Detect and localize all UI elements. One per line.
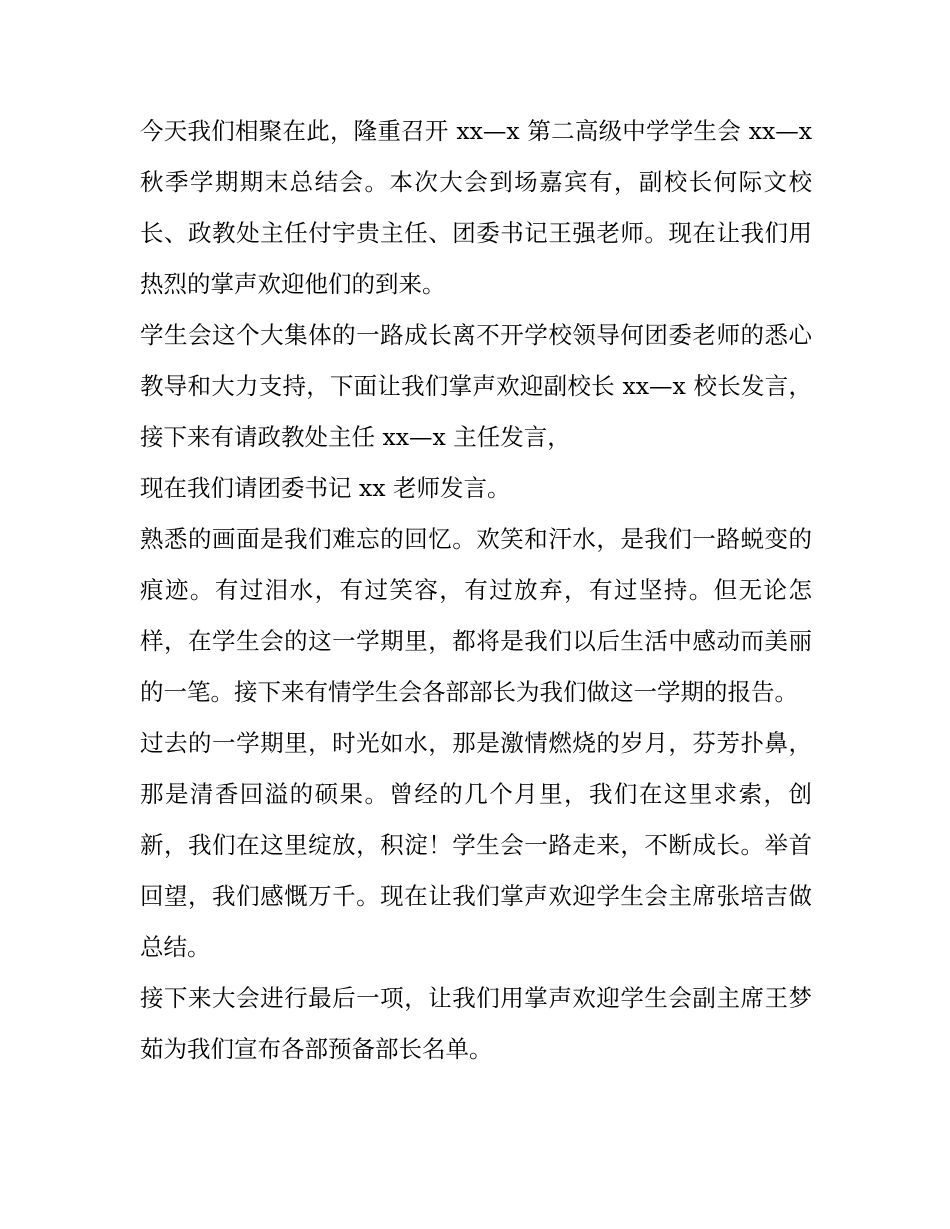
paragraph-memories: 熟悉的画面是我们难忘的回忆。欢笑和汗水，是我们一路蜕变的痕迹。有过泪水，有过笑容，有过放弃，有过坚持。但无论怎样，在学生会的这一学期里，都将是我们以后生活中感动而美丽的一笔。接下来有情学生会各部部长为我们做这一学期的报告。 (140, 525, 812, 706)
paragraph-leaders-speech: 学生会这个大集体的一路成长离不开学校领导何团委老师的悉心教导和大力支持，下面让我们掌声欢迎副校长 xx—x 校长发言， 接下来有请政教处主任 xx—x 主任发言， (140, 321, 812, 451)
document-body (140, 106, 812, 1075)
paragraph-final-item: 接下来大会进行最后一项，让我们用掌声欢迎学生会副主席王梦茹为我们宣布各部预备部长名单。 (140, 984, 812, 1063)
paragraph-youth-league-secretary: 现在我们请团委书记 xx 老师发言。 (140, 474, 511, 502)
paragraph-opening: 今天我们相聚在此，隆重召开 xx—x 第二高级中学学生会 xx—x 秋季学期期末总结会。本次大会到场嘉宾有，副校长何际文校长、政教处主任付宇贵主任、团委书记王强老师。现在让我们用热烈的掌声欢迎他们的到来。 (140, 117, 812, 298)
paragraph-semester-review: 过去的一学期里，时光如水，那是激情燃烧的岁月，芬芳扑鼻，那是清香回溢的硕果。曾经的几个月里，我们在这里求索，创新，我们在这里绽放，积淀！学生会一路走来，不断成长。举首回望，我们感慨万千。现在让我们掌声欢迎学生会主席张培吉做总结。 (140, 729, 812, 961)
